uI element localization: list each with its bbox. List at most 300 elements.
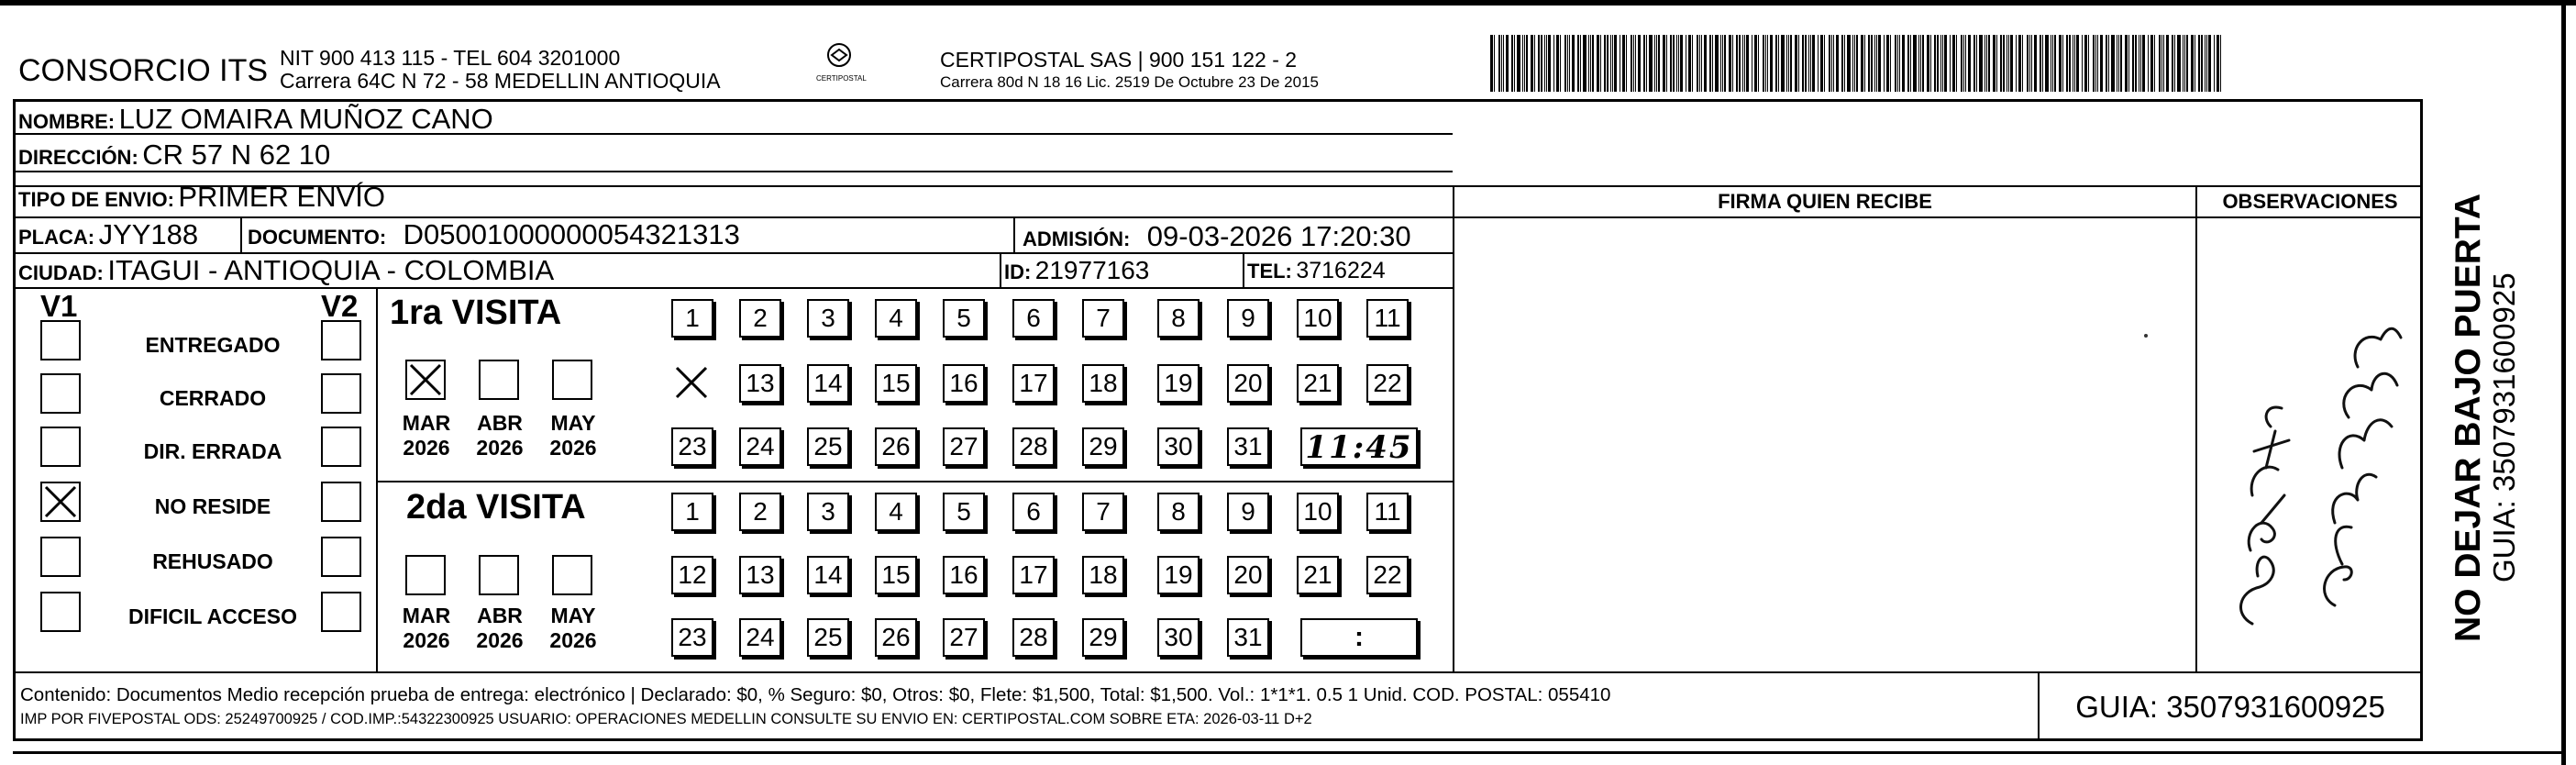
status-label-cerrado: CERRADO: [159, 386, 267, 410]
barcode-bar: [1808, 35, 1809, 92]
barcode-bar: [1732, 35, 1733, 92]
second-visit-day-3[interactable]: 3: [807, 493, 849, 531]
v2-checkbox[interactable]: [321, 482, 361, 522]
visit-divider: [376, 481, 1454, 482]
x-mark-icon: [407, 361, 444, 403]
barcode-bar: [2150, 35, 2153, 92]
barcode-bar: [1692, 35, 1693, 92]
v2-checkbox[interactable]: [321, 427, 361, 467]
barcode-bar: [2027, 35, 2029, 92]
second-visit-day-29[interactable]: 29: [1082, 618, 1124, 657]
right-border: [2561, 0, 2566, 765]
second-visit-day-6[interactable]: 6: [1012, 493, 1055, 531]
first-visit-day-5[interactable]: 5: [943, 299, 985, 338]
second-visit-day-26[interactable]: 26: [875, 618, 917, 657]
second-visit-day-9[interactable]: 9: [1227, 493, 1269, 531]
second-visit-day-10[interactable]: 10: [1297, 493, 1339, 531]
barcode-bar: [1897, 35, 1898, 92]
barcode-bar: [1922, 35, 1924, 92]
nombre-value: LUZ OMAIRA MUÑOZ CANO: [118, 103, 493, 135]
second-visit-day-16[interactable]: 16: [943, 556, 985, 594]
barcode-bar: [1746, 35, 1749, 92]
barcode-bar: [1506, 35, 1509, 92]
barcode-bar: [1607, 35, 1609, 92]
barcode-bar: [1831, 35, 1832, 92]
barcode-bar: [1580, 35, 1581, 92]
barcode-bar: [1934, 35, 1936, 92]
first-visit-day-14[interactable]: 14: [807, 364, 849, 403]
v1-checkbox[interactable]: [40, 537, 81, 577]
barcode-bar: [1538, 35, 1540, 92]
barcode-bar: [2018, 35, 2021, 92]
v2-checkbox[interactable]: [321, 537, 361, 577]
month-label: [541, 411, 605, 460]
barcode-bar: [1588, 35, 1589, 92]
second-visit-day-23[interactable]: 23: [671, 618, 713, 657]
col-divider: [240, 216, 242, 252]
month-label: [468, 411, 532, 460]
second-visit-day-1[interactable]: 1: [671, 493, 713, 531]
second-visit-day-7[interactable]: 7: [1082, 493, 1124, 531]
barcode-bar: [2140, 35, 2141, 92]
first-visit-time-value: 11:45: [1305, 429, 1413, 466]
certipostal-logo: [816, 42, 867, 88]
first-visit-day-13[interactable]: 13: [739, 364, 781, 403]
first-visit-day-1[interactable]: 1: [671, 299, 713, 338]
first-visit-month-may[interactable]: [552, 360, 592, 400]
second-visit-day-4[interactable]: 4: [875, 493, 917, 531]
first-visit-day-3[interactable]: 3: [807, 299, 849, 338]
barcode-bar: [2128, 35, 2129, 92]
barcode-bar: [1676, 35, 1677, 92]
second-visit-day-19[interactable]: 19: [1157, 556, 1200, 594]
second-visit-day-30[interactable]: 30: [1157, 618, 1200, 657]
barcode-bar: [1812, 35, 1815, 92]
barcode-bar: [1884, 35, 1885, 92]
barcode-bar: [1824, 35, 1825, 92]
first-visit-day-18[interactable]: 18: [1082, 364, 1124, 403]
first-visit-day-22[interactable]: 22: [1366, 364, 1409, 403]
barcode-bar: [1844, 35, 1845, 92]
second-visit-day-21[interactable]: 21: [1297, 556, 1339, 594]
month-name: MAY: [550, 604, 596, 627]
first-visit-day-25[interactable]: 25: [807, 427, 849, 466]
barcode-bar: [2111, 35, 2115, 92]
barcode-bar: [2205, 35, 2206, 92]
placa-label: PLACA:: [18, 226, 95, 249]
first-visit-day-17[interactable]: 17: [1012, 364, 1055, 403]
barcode-bar: [2125, 35, 2128, 92]
first-visit-day-9[interactable]: 9: [1227, 299, 1269, 338]
second-visit-day-2[interactable]: 2: [739, 493, 781, 531]
direccion-row: [18, 139, 330, 172]
barcode-bar: [2084, 35, 2087, 92]
v1-checkbox[interactable]: [40, 373, 81, 414]
barcode-bar: [1993, 35, 1996, 92]
barcode-bar: [1802, 35, 1804, 92]
barcode-bar: [1503, 35, 1504, 92]
barcode-bar: [1781, 35, 1785, 92]
barcode-bar: [2208, 35, 2211, 92]
barcode-bar: [1501, 35, 1502, 92]
month-year: 2026: [549, 436, 597, 460]
admision-value: 09-03-2026 17:20:30: [1146, 220, 1411, 252]
barcode-bar: [2106, 35, 2107, 92]
contenido-text: Contenido: Documentos Medio recepción prueba de entrega: electrónico | Declarado: $0, % Seguro: $0, Otros: $0, Flete: $1,500, Total: $1,500. Vol.: 1*1*1. 0.5 1 Unid. COD. POSTAL: 055410: [20, 684, 1611, 705]
barcode-bar: [1861, 35, 1863, 92]
barcode-bar: [1522, 35, 1523, 92]
company-name: CONSORCIO ITS: [18, 53, 269, 88]
barcode-bar: [2186, 35, 2188, 92]
barcode-bar: [1572, 35, 1575, 92]
month-year: 2026: [549, 628, 597, 652]
barcode-bar: [2120, 35, 2122, 92]
second-visit-day-14[interactable]: 14: [807, 556, 849, 594]
imp-text: IMP POR FIVEPOSTAL ODS: 25249700925 / COD.IMP.:54322300925 USUARIO: OPERACIONES MEDELLIN CONSULTE SU ENVIO EN: CERTIPOSTAL.COM SOBRE ETA: 2026-03-11 D+2: [20, 711, 1312, 727]
barcode-bar: [1722, 35, 1723, 92]
first-visit-day-19[interactable]: 19: [1157, 364, 1200, 403]
barcode-bar: [1688, 35, 1691, 92]
barcode-bar: [1788, 35, 1789, 92]
barcode-bar: [1541, 35, 1542, 92]
col-divider: [1453, 185, 1454, 671]
certipostal-logo-icon: [821, 42, 857, 70]
barcode-bar: [1739, 35, 1741, 92]
v1-checkbox[interactable]: [40, 592, 81, 632]
barcode-bar: [1534, 35, 1535, 92]
barcode-bar: [1511, 35, 1513, 92]
side-guia: GUIA: 3507931600925: [2487, 272, 2521, 582]
id-value: 21977163: [1034, 256, 1150, 284]
barcode-bar: [1531, 35, 1533, 92]
barcode-bar: [1876, 35, 1877, 92]
second-visit-title: 2da VISITA: [406, 488, 586, 527]
barcode-bar: [1656, 35, 1657, 92]
first-visit-day-4[interactable]: 4: [875, 299, 917, 338]
barcode-bar: [1635, 35, 1636, 92]
second-visit-day-25[interactable]: 25: [807, 618, 849, 657]
first-visit-day-10[interactable]: 10: [1297, 299, 1339, 338]
first-visit-month-mar[interactable]: [405, 360, 446, 400]
barcode-bar: [2095, 35, 2096, 92]
barcode-bar: [1701, 35, 1702, 92]
barcode-bar: [1856, 35, 1858, 92]
barcode-bar: [1590, 35, 1591, 92]
barcode-bar: [1526, 35, 1528, 92]
v1-checkbox[interactable]: [40, 320, 81, 360]
barcode-bar: [1569, 35, 1570, 92]
barcode-bar: [1786, 35, 1787, 92]
nombre-row: [18, 103, 493, 136]
barcode-bar: [2159, 35, 2161, 92]
barcode-bar: [2069, 35, 2071, 92]
col-divider: [1243, 252, 1244, 287]
barcode-bar: [2154, 35, 2155, 92]
second-visit-day-31[interactable]: 31: [1227, 618, 1269, 657]
first-visit-day-7[interactable]: 7: [1082, 299, 1124, 338]
admision-row: [1023, 220, 1411, 253]
barcode-bar: [1517, 35, 1520, 92]
first-visit-month-abr[interactable]: [479, 360, 519, 400]
barcode-bar: [2132, 35, 2134, 92]
first-visit-day-15[interactable]: 15: [875, 364, 917, 403]
barcode-bar: [1699, 35, 1700, 92]
x-mark-icon: [673, 364, 710, 410]
first-visit-day-8[interactable]: 8: [1157, 299, 1200, 338]
bottom-border: [13, 751, 2562, 754]
second-visit-day-12[interactable]: 12: [671, 556, 713, 594]
admision-label: ADMISIÓN:: [1023, 227, 1131, 250]
tipo-label: TIPO DE ENVIO:: [18, 188, 174, 211]
barcode-bar: [1986, 35, 1987, 92]
barcode-bar: [1673, 35, 1675, 92]
month-name: ABR: [477, 411, 523, 435]
row-divider: [13, 287, 1453, 289]
barcode-bar: [1548, 35, 1551, 92]
second-visit-day-24[interactable]: 24: [739, 618, 781, 657]
barcode-bar: [1890, 35, 1891, 92]
ciudad-value: ITAGUI - ANTIOQUIA - COLOMBIA: [107, 254, 555, 286]
v2-checkbox[interactable]: [321, 320, 361, 360]
first-visit-day-24[interactable]: 24: [739, 427, 781, 466]
barcode-bar: [2191, 35, 2194, 92]
barcode-bar: [1546, 35, 1547, 92]
barcode-bar: [1622, 35, 1625, 92]
barcode-bar: [2054, 35, 2056, 92]
first-visit-day-23[interactable]: 23: [671, 427, 713, 466]
barcode-bar: [2148, 35, 2149, 92]
x-mark-icon: [42, 483, 79, 525]
barcode-bar: [2174, 35, 2175, 92]
company-nit: NIT 900 413 115 - TEL 604 3201000: [280, 46, 621, 70]
barcode-bar: [1940, 35, 1941, 92]
barcode-bar: [1965, 35, 1966, 92]
barcode-bar: [1514, 35, 1515, 92]
first-visit-day-6[interactable]: 6: [1012, 299, 1055, 338]
barcode-bar: [1790, 35, 1792, 92]
barcode-bar: [2206, 35, 2207, 92]
second-visit-day-20[interactable]: 20: [1227, 556, 1269, 594]
barcode-bar: [1920, 35, 1921, 92]
barcode-bar: [1715, 35, 1719, 92]
first-visit-day-2[interactable]: 2: [739, 299, 781, 338]
barcode-bar: [1626, 35, 1627, 92]
second-visit-day-15[interactable]: 15: [875, 556, 917, 594]
month-name: MAR: [402, 411, 451, 435]
barcode-bar: [1979, 35, 1983, 92]
barcode-bar: [1604, 35, 1606, 92]
second-visit-day-27[interactable]: 27: [943, 618, 985, 657]
barcode-bar: [2177, 35, 2181, 92]
barcode-bar: [1556, 35, 1559, 92]
barcode-bar: [1864, 35, 1865, 92]
barcode-bar: [1918, 35, 1919, 92]
col-divider: [1013, 216, 1015, 252]
placa-value: JYY188: [98, 218, 199, 250]
first-visit-day-27[interactable]: 27: [943, 427, 985, 466]
barcode-bar: [2183, 35, 2184, 92]
status-label-dir-errada: DIR. ERRADA: [143, 439, 282, 463]
barcode-bar: [2093, 35, 2095, 92]
barcode-bar: [1996, 35, 1997, 92]
second-visit-day-5[interactable]: 5: [943, 493, 985, 531]
first-visit-day-29[interactable]: 29: [1082, 427, 1124, 466]
barcode-bar: [2184, 35, 2185, 92]
second-visit-day-11[interactable]: 11: [1366, 493, 1409, 531]
second-visit-day-13[interactable]: 13: [739, 556, 781, 594]
month-label: [541, 604, 605, 653]
barcode-bar: [1577, 35, 1579, 92]
barcode-bar: [1854, 35, 1855, 92]
barcode-bar: [1564, 35, 1566, 92]
month-name: MAR: [402, 604, 451, 627]
v1-checkbox[interactable]: [40, 482, 81, 522]
signature-dot: [2144, 334, 2148, 338]
barcode-bar: [1930, 35, 1931, 92]
status-label-no-reside: NO RESIDE: [154, 494, 271, 518]
first-visit-day-20[interactable]: 20: [1227, 364, 1269, 403]
first-visit-day-12[interactable]: [671, 364, 713, 403]
barcode-bar: [1614, 35, 1617, 92]
barcode-bar: [1778, 35, 1779, 92]
first-visit-day-21[interactable]: 21: [1297, 364, 1339, 403]
second-visit-month-abr[interactable]: [479, 555, 519, 595]
barcode-bar: [1729, 35, 1731, 92]
company-address: Carrera 64C N 72 - 58 MEDELLIN ANTIOQUIA: [280, 69, 721, 93]
status-label-dificil-acceso: DIFICIL ACCESO: [127, 604, 297, 628]
barcode-bar: [1820, 35, 1823, 92]
firma-area[interactable]: [1455, 218, 2195, 670]
barcode-bar: [1643, 35, 1645, 92]
courier-name: CERTIPOSTAL SAS | 900 151 122 - 2: [940, 48, 1298, 72]
second-visit-month-mar[interactable]: [405, 555, 446, 595]
direccion-value: CR 57 N 62 10: [142, 139, 331, 171]
second-visit-day-17[interactable]: 17: [1012, 556, 1055, 594]
first-visit-day-11[interactable]: 11: [1366, 299, 1409, 338]
barcode-bar: [1736, 35, 1738, 92]
v2-checkbox[interactable]: [321, 592, 361, 632]
v1-label: V1: [40, 289, 78, 323]
status-label-rehusado: REHUSADO: [152, 549, 273, 573]
second-visit-month-may[interactable]: [552, 555, 592, 595]
barcode-bar: [1798, 35, 1799, 92]
barcode-bar: [1678, 35, 1679, 92]
barcode-bar: [1833, 35, 1834, 92]
first-visit-day-16[interactable]: 16: [943, 364, 985, 403]
barcode-bar: [1680, 35, 1683, 92]
observaciones-handwriting: [2197, 220, 2423, 670]
barcode-bar: [2214, 35, 2215, 92]
barcode-bar: [1937, 35, 1939, 92]
barcode-bar: [2076, 35, 2079, 92]
barcode-bar: [1638, 35, 1641, 92]
barcode-bar: [2217, 35, 2219, 92]
barcode-bar: [2034, 35, 2037, 92]
barcode-bar: [1724, 35, 1726, 92]
barcode-bar: [1950, 35, 1951, 92]
top-border: [0, 0, 2576, 6]
barcode-bar: [1976, 35, 1977, 92]
second-visit-day-22[interactable]: 22: [1366, 556, 1409, 594]
first-visit-day-30[interactable]: 30: [1157, 427, 1200, 466]
barcode-bar: [2031, 35, 2032, 92]
v1-checkbox[interactable]: [40, 427, 81, 467]
barcode-bar: [1498, 35, 1500, 92]
tel-value: 3716224: [1296, 258, 1386, 283]
barcode-bar: [1712, 35, 1713, 92]
second-visit-day-18[interactable]: 18: [1082, 556, 1124, 594]
tipo-row: [18, 181, 385, 214]
barcode-bar: [1649, 35, 1653, 92]
barcode-bar: [1663, 35, 1665, 92]
barcode-bar: [2172, 35, 2173, 92]
col-divider: [1000, 252, 1001, 287]
barcode-bar: [1770, 35, 1773, 92]
barcode-bar: [1490, 35, 1493, 92]
barcode-bar: [1744, 35, 1745, 92]
barcode-bar: [1560, 35, 1561, 92]
first-visit-day-28[interactable]: 28: [1012, 427, 1055, 466]
barcode-bar: [2040, 35, 2041, 92]
barcode-bar: [1902, 35, 1905, 92]
barcode-bar: [2059, 35, 2062, 92]
second-visit-time[interactable]: [1300, 618, 1418, 657]
barcode-bar: [1944, 35, 1947, 92]
barcode-bar: [1610, 35, 1611, 92]
handwritten-note-icon: [2197, 220, 2423, 670]
barcode-bar: [1963, 35, 1964, 92]
id-row: [1004, 256, 1149, 285]
barcode-bar: [2074, 35, 2075, 92]
barcode-bar: [1583, 35, 1587, 92]
barcode-bar: [1818, 35, 1819, 92]
barcode-bar: [1836, 35, 1839, 92]
barcode-bar: [1633, 35, 1634, 92]
barcode-bar: [1973, 35, 1975, 92]
first-visit-day-31[interactable]: 31: [1227, 427, 1269, 466]
barcode-bar: [1952, 35, 1955, 92]
barcode-bar: [2142, 35, 2145, 92]
second-visit-day-28[interactable]: 28: [1012, 618, 1055, 657]
barcode-bar: [1544, 35, 1545, 92]
first-visit-time[interactable]: [1300, 427, 1418, 466]
second-visit-day-8[interactable]: 8: [1157, 493, 1200, 531]
barcode-bar: [2100, 35, 2103, 92]
v2-checkbox[interactable]: [321, 373, 361, 414]
barcode-bar: [1968, 35, 1971, 92]
barcode-bar: [2118, 35, 2119, 92]
barcode-bar: [1592, 35, 1594, 92]
barcode-bar: [1754, 35, 1757, 92]
barcode-bar: [1709, 35, 1711, 92]
certipostal-logo-text: CERTIPOSTAL: [816, 74, 867, 83]
documento-value: D05001000000054321313: [403, 218, 740, 250]
placa-row: [18, 218, 198, 251]
status-label-entregado: ENTREGADO: [145, 333, 281, 357]
first-visit-day-26[interactable]: 26: [875, 427, 917, 466]
barcode-bar: [1874, 35, 1875, 92]
barcode-bar: [2010, 35, 2013, 92]
barcode-bar: [2052, 35, 2053, 92]
barcode-bar: [1670, 35, 1672, 92]
ciudad-label: CIUDAD:: [18, 261, 104, 284]
barcode-bar: [1765, 35, 1766, 92]
barcode-bar: [1742, 35, 1743, 92]
barcode-bar: [2003, 35, 2005, 92]
barcode-bar: [1775, 35, 1777, 92]
v2-label: V2: [321, 289, 359, 323]
barcode-bar: [2000, 35, 2002, 92]
